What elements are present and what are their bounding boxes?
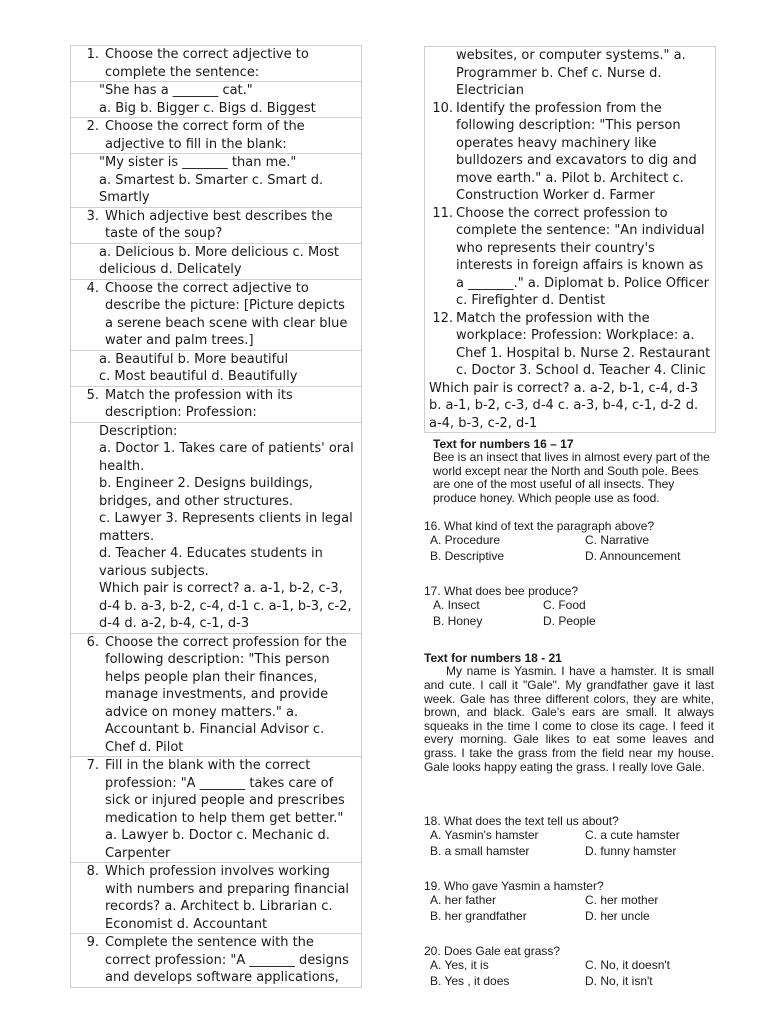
question-number: 10.: [432, 100, 453, 116]
question-number: 2.: [86, 119, 99, 134]
answer-options: a. Smartest b. Smarter c. Smart d. Smartly: [99, 172, 324, 205]
question-1-answers: [70, 81, 362, 118]
question-3: [70, 207, 362, 244]
question-4-answers: [70, 350, 362, 387]
question-11: [429, 205, 711, 310]
option-b: B. Descriptive: [430, 548, 505, 563]
question-5: [70, 386, 362, 423]
option-d: D. funny hamster: [585, 843, 677, 858]
text-paragraph: Bee is an insect that lives in almost every part of the world except near the North and South pole. Bees are one of the most useful of all insects. They produce honey. Which people use as food.: [433, 450, 710, 505]
question-text: Fill in the blank with the correct profession: "A _______ takes care of sick or injured people and prescribes medication to help them get better." a. Lawyer b. Doctor c. Mechanic d. Carpenter: [105, 758, 345, 861]
question-8: [70, 862, 362, 934]
answer-options: [424, 533, 716, 564]
option-d: D. People: [543, 613, 596, 628]
question-number: 9.: [86, 935, 99, 950]
question-text: Which adjective best describes the taste of the soup?: [105, 208, 333, 241]
question-text: Which profession involves working with numbers and preparing financial records? a. Architect b. Librarian c. Economist d. Accountant: [105, 864, 350, 932]
question-12: [429, 310, 711, 380]
question-number: 12.: [432, 310, 453, 326]
question-number: 5.: [86, 387, 99, 403]
question-6: [70, 633, 362, 758]
question-text: Match the profession with its description: Profession:: [105, 387, 293, 420]
question-text: Identify the profession from the following description: "This person operates heavy machinery like bulldozers and excavators to dig and move earth." a. Pilot b. Architect c. Construction Worker d. Farmer: [456, 100, 697, 203]
question-9: [70, 933, 362, 988]
question-1: [70, 45, 362, 82]
question-12-answer-options: Which pair is correct? a. a-2, b-1, c-4, d-3 b. a-1, b-2, c-3, d-4 c. a-3, b-4, c-1, d-2 d. a-4, b-3, c-2, d-1: [429, 380, 699, 431]
question-text: Choose the correct adjective to complete the sentence:: [105, 47, 309, 80]
question-5-details: [70, 422, 362, 634]
description-label: Description:: [99, 423, 178, 439]
question-text: Choose the correct profession to complete the sentence: "An individual who represents their country's interests in foreign affairs is known as a _______." a. Diplomat b. Police Officer c. Firefighter d. Dentist: [456, 205, 710, 308]
question-stem: 19. Who gave Yasmin a hamster?: [424, 879, 604, 894]
question-text: Choose the correct adjective to describe the picture: [Picture depicts a serene beach scene with clear blue water and palm trees.]: [105, 280, 348, 348]
option-a: A. Yasmin's hamster: [430, 828, 539, 843]
answer-options: [424, 828, 716, 859]
answer-options: a. Big b. Bigger c. Bigs d. Biggest: [99, 100, 316, 116]
question-text: Match the profession with the workplace: Profession: Workplace: a. Chef 1. Hospital b. Nurse 2. Restaurant c. Doctor 3. School d. Teacher 4. Clinic: [456, 310, 711, 378]
option-c: C. Narrative: [585, 533, 650, 548]
question-number: 8.: [86, 864, 99, 879]
question-18: [424, 814, 716, 859]
question-17: [424, 584, 716, 629]
question-3-answers: [70, 243, 362, 280]
question-stem: 16. What kind of text the paragraph above?: [424, 519, 655, 534]
question-9-continuation: [429, 47, 711, 100]
question-number: 6.: [86, 634, 99, 650]
option-a: A. Procedure: [430, 533, 501, 548]
question-text: Choose the correct form of the adjective to fill in the blank:: [105, 119, 305, 152]
questions-10-12-box: [424, 46, 716, 433]
option-a: A. her father: [430, 893, 497, 908]
question-19: [424, 879, 716, 924]
answer-options-line-1: a. Beautiful b. More beautiful: [99, 351, 289, 367]
option-a: A. Yes, it is: [430, 958, 489, 973]
match-line: a. Doctor 1. Takes care of patients' oral health.: [99, 441, 354, 474]
reading-text-16-17: [424, 437, 713, 505]
option-a: A. Insect: [433, 598, 480, 613]
question-10: [429, 100, 711, 205]
question-20: [424, 944, 716, 989]
answer-options: [424, 893, 716, 924]
question-stem: 20. Does Gale eat grass?: [424, 944, 561, 959]
question-16: [424, 519, 716, 564]
answer-options: a. Delicious b. More delicious c. Most delicious d. Delicately: [99, 244, 339, 277]
question-sentence: "She has a _______ cat.": [99, 83, 253, 98]
question-4: [70, 279, 362, 351]
option-c: C. her mother: [585, 893, 659, 908]
answer-options: Which pair is correct? a. a-1, b-2, c-3, d-4 b. a-3, b-2, c-4, d-1 c. a-1, b-3, c-2, d-4 d. a-2, b-4, c-1, d-3: [99, 581, 352, 631]
question-number: 1.: [86, 47, 99, 62]
question-stem: 17. What does bee produce?: [424, 584, 579, 599]
text-heading: Text for numbers 18 - 21: [424, 651, 562, 666]
option-c: C. No, it doesn't: [585, 958, 670, 973]
left-column: [70, 46, 362, 988]
option-c: C. a cute hamster: [585, 828, 680, 843]
option-b: B. Honey: [433, 613, 483, 628]
answer-options: [424, 598, 716, 629]
answer-options-line-2: c. Most beautiful d. Beautifully: [99, 369, 298, 384]
match-line: c. Lawyer 3. Represents clients in legal matters.: [99, 511, 353, 544]
match-line: d. Teacher 4. Educates students in various subjects.: [99, 546, 323, 579]
option-d: D. No, it isn't: [585, 973, 653, 988]
option-b: B. Yes , it does: [430, 973, 510, 988]
option-b: B. a small hamster: [430, 843, 530, 858]
question-number: 3.: [86, 208, 99, 224]
reading-text-18-21: [424, 651, 714, 774]
question-2: [70, 117, 362, 154]
question-stem: 18. What does the text tell us about?: [424, 814, 619, 829]
option-b: B. her grandfather: [430, 908, 527, 923]
question-2-answers: [70, 153, 362, 208]
question-text: websites, or computer systems." a. Programmer b. Chef c. Nurse d. Electrician: [456, 48, 686, 98]
question-number: 4.: [86, 280, 99, 296]
question-number: 7.: [86, 758, 99, 773]
right-column: [424, 46, 716, 989]
question-sentence: "My sister is _______ than me.": [99, 155, 297, 170]
question-7: [70, 756, 362, 863]
option-c: C. Food: [543, 598, 586, 613]
answer-options: [424, 958, 716, 989]
match-line: b. Engineer 2. Designs buildings, bridges, and other structures.: [99, 476, 313, 509]
question-text: Complete the sentence with the correct profession: "A _______ designs and develops software applications,: [105, 935, 349, 985]
text-heading: Text for numbers 16 – 17: [433, 437, 574, 451]
question-text: Choose the correct profession for the following description: "This person helps people plan their finances, manage investments, and provide advice on money matters." a. Accountant b. Financial Advisor c. Chef d. Pilot: [105, 634, 347, 755]
question-number: 11.: [432, 205, 453, 221]
text-paragraph: My name is Yasmin. I have a hamster. It is small and cute. I call it "Gale". My grandfather gave it last week. Gale has three different colors, they are white, brown, and black. Gale's ears are small. It always squeaks in the time I come to close its cage. I feed it every morning. Gale likes to eat some leaves and grass. I take the grass from the field near my house. Gale looks happy eating the grass. I really love Gale.: [424, 664, 714, 774]
option-d: D. her uncle: [585, 908, 650, 923]
option-d: D. Announcement: [585, 548, 681, 563]
